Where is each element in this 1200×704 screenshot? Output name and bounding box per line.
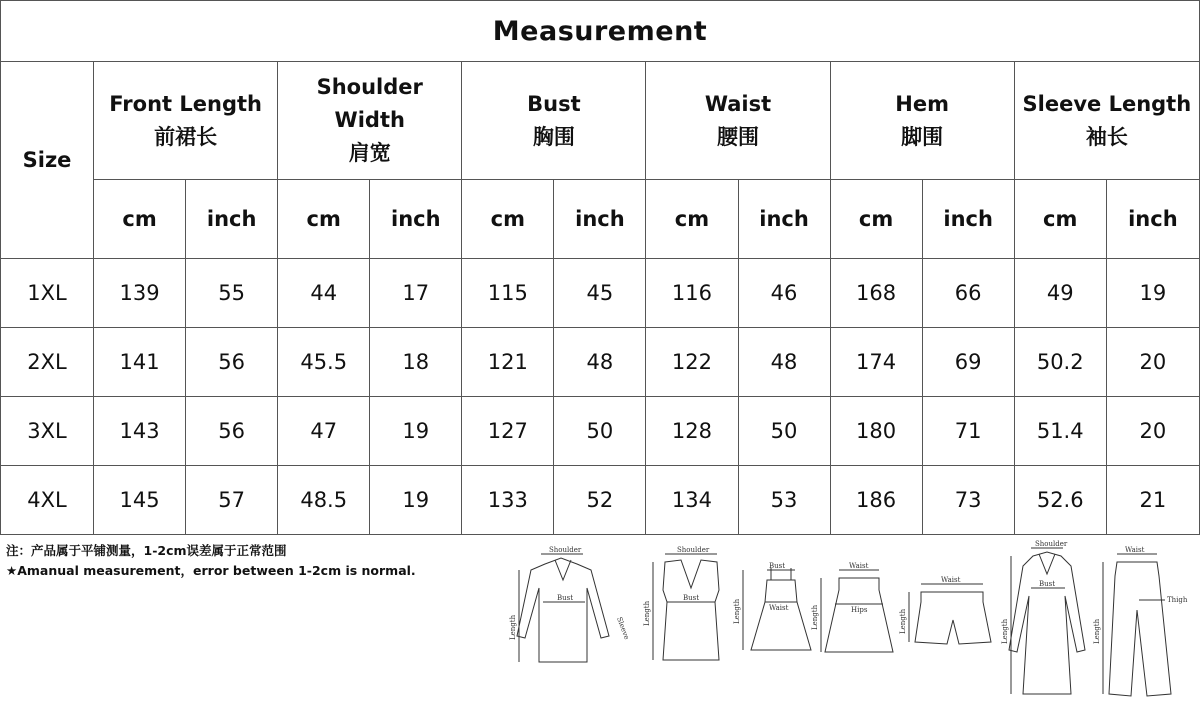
note-english: ★Amanual measurement，error between 1-2cm is normal. <box>6 563 416 578</box>
size-column-header: Size <box>1 62 94 259</box>
unit-inch-header: inch <box>738 180 830 259</box>
shorts-diagram <box>899 576 991 644</box>
value-cell: 133 <box>462 466 554 535</box>
waist-label: Waist <box>941 576 961 584</box>
bust-label: Bust <box>1039 580 1056 588</box>
value-cell: 19 <box>370 466 462 535</box>
bust-label: Bust <box>683 594 700 602</box>
bust-label: Bust <box>769 562 786 570</box>
value-cell: 19 <box>370 397 462 466</box>
length-label: Length <box>509 614 517 640</box>
size-cell: 1XL <box>1 259 94 328</box>
value-cell: 168 <box>830 259 922 328</box>
unit-cm-header: cm <box>1014 180 1106 259</box>
size-cell: 2XL <box>1 328 94 397</box>
value-cell: 174 <box>830 328 922 397</box>
thigh-label: Thigh <box>1167 596 1188 604</box>
length-label: Length <box>899 608 907 634</box>
value-cell: 20 <box>1106 328 1199 397</box>
value-cell: 53 <box>738 466 830 535</box>
value-cell: 127 <box>462 397 554 466</box>
value-cell: 47 <box>278 397 370 466</box>
unit-cm-header: cm <box>94 180 186 259</box>
value-cell: 19 <box>1106 259 1199 328</box>
unit-cm-header: cm <box>462 180 554 259</box>
value-cell: 46 <box>738 259 830 328</box>
waist-label: Waist <box>1125 546 1145 554</box>
blouse-diagram <box>509 546 631 662</box>
waist-label: Waist <box>769 604 789 612</box>
group-label-cn: 脚围 <box>901 124 944 149</box>
garment-diagrams-svg <box>505 540 1200 700</box>
coat-dress-diagram <box>1001 540 1085 694</box>
table-row <box>1 328 1200 397</box>
value-cell: 45.5 <box>278 328 370 397</box>
table-row <box>1 259 1200 328</box>
group-label-cn: 肩宽 <box>348 141 391 165</box>
length-label: Length <box>1001 618 1009 644</box>
value-cell: 73 <box>922 466 1014 535</box>
garment-diagrams <box>505 540 1200 700</box>
length-label: Length <box>1093 618 1101 644</box>
value-cell: 69 <box>922 328 1014 397</box>
skirt-diagram <box>811 562 893 652</box>
unit-inch-header: inch <box>922 180 1014 259</box>
unit-inch-header: inch <box>1106 180 1199 259</box>
unit-cm-header: cm <box>830 180 922 259</box>
group-label-en: Front Length <box>109 91 262 116</box>
measurement-notes <box>6 541 416 581</box>
sleeve-label: Sleeve <box>615 615 631 641</box>
value-cell: 45 <box>554 259 646 328</box>
length-label: Length <box>733 598 741 624</box>
table-title: Measurement <box>1 1 1200 62</box>
shoulder-label: Shoulder <box>1035 540 1068 548</box>
value-cell: 139 <box>94 259 186 328</box>
value-cell: 17 <box>370 259 462 328</box>
unit-inch-header: inch <box>370 180 462 259</box>
value-cell: 48 <box>554 328 646 397</box>
group-label-en: Shoulder Width <box>316 75 423 132</box>
waist-label: Waist <box>849 562 869 570</box>
value-cell: 57 <box>186 466 278 535</box>
value-cell: 128 <box>646 397 738 466</box>
value-cell: 115 <box>462 259 554 328</box>
group-label-cn: 前裙长 <box>154 124 218 149</box>
group-header-waist <box>646 62 830 180</box>
hips-label: Hips <box>851 606 868 614</box>
group-header-bust <box>462 62 646 180</box>
value-cell: 49 <box>1014 259 1106 328</box>
value-cell: 50 <box>554 397 646 466</box>
unit-cm-header: cm <box>278 180 370 259</box>
group-label-cn: 胸围 <box>532 124 575 149</box>
value-cell: 56 <box>186 397 278 466</box>
value-cell: 44 <box>278 259 370 328</box>
value-cell: 55 <box>186 259 278 328</box>
value-cell: 134 <box>646 466 738 535</box>
value-cell: 48 <box>738 328 830 397</box>
trousers-diagram <box>1093 546 1188 696</box>
length-label: Length <box>811 604 819 630</box>
group-label-en: Bust <box>527 91 581 116</box>
value-cell: 51.4 <box>1014 397 1106 466</box>
group-header-hem <box>830 62 1014 180</box>
bust-label: Bust <box>557 594 574 602</box>
group-header-front-length <box>94 62 278 180</box>
unit-inch-header: inch <box>554 180 646 259</box>
value-cell: 141 <box>94 328 186 397</box>
vneck-top-diagram <box>643 546 719 660</box>
value-cell: 145 <box>94 466 186 535</box>
table-row <box>1 466 1200 535</box>
value-cell: 122 <box>646 328 738 397</box>
table-row <box>1 397 1200 466</box>
value-cell: 186 <box>830 466 922 535</box>
size-cell: 4XL <box>1 466 94 535</box>
group-label-cn: 袖长 <box>1085 124 1128 149</box>
shoulder-label: Shoulder <box>549 546 582 554</box>
group-label-en: Hem <box>895 91 949 116</box>
group-header-sleeve-length <box>1014 62 1199 180</box>
value-cell: 52 <box>554 466 646 535</box>
value-cell: 48.5 <box>278 466 370 535</box>
unit-cm-header: cm <box>646 180 738 259</box>
value-cell: 50 <box>738 397 830 466</box>
group-header-shoulder-width <box>278 62 462 180</box>
group-label-en: Sleeve Length <box>1022 91 1192 116</box>
group-label-cn: 腰围 <box>717 124 759 149</box>
value-cell: 121 <box>462 328 554 397</box>
strap-dress-diagram <box>733 562 811 650</box>
group-label-en: Waist <box>704 91 772 116</box>
value-cell: 50.2 <box>1014 328 1106 397</box>
value-cell: 143 <box>94 397 186 466</box>
value-cell: 18 <box>370 328 462 397</box>
value-cell: 21 <box>1106 466 1199 535</box>
size-cell: 3XL <box>1 397 94 466</box>
value-cell: 52.6 <box>1014 466 1106 535</box>
value-cell: 66 <box>922 259 1014 328</box>
value-cell: 180 <box>830 397 922 466</box>
value-cell: 71 <box>922 397 1014 466</box>
note-chinese: 注：产品属于平铺测量，1-2cm误差属于正常范围 <box>6 543 287 558</box>
value-cell: 116 <box>646 259 738 328</box>
length-label: Length <box>643 600 651 626</box>
value-cell: 56 <box>186 328 278 397</box>
unit-inch-header: inch <box>186 180 278 259</box>
shoulder-label: Shoulder <box>677 546 710 554</box>
value-cell: 20 <box>1106 397 1199 466</box>
